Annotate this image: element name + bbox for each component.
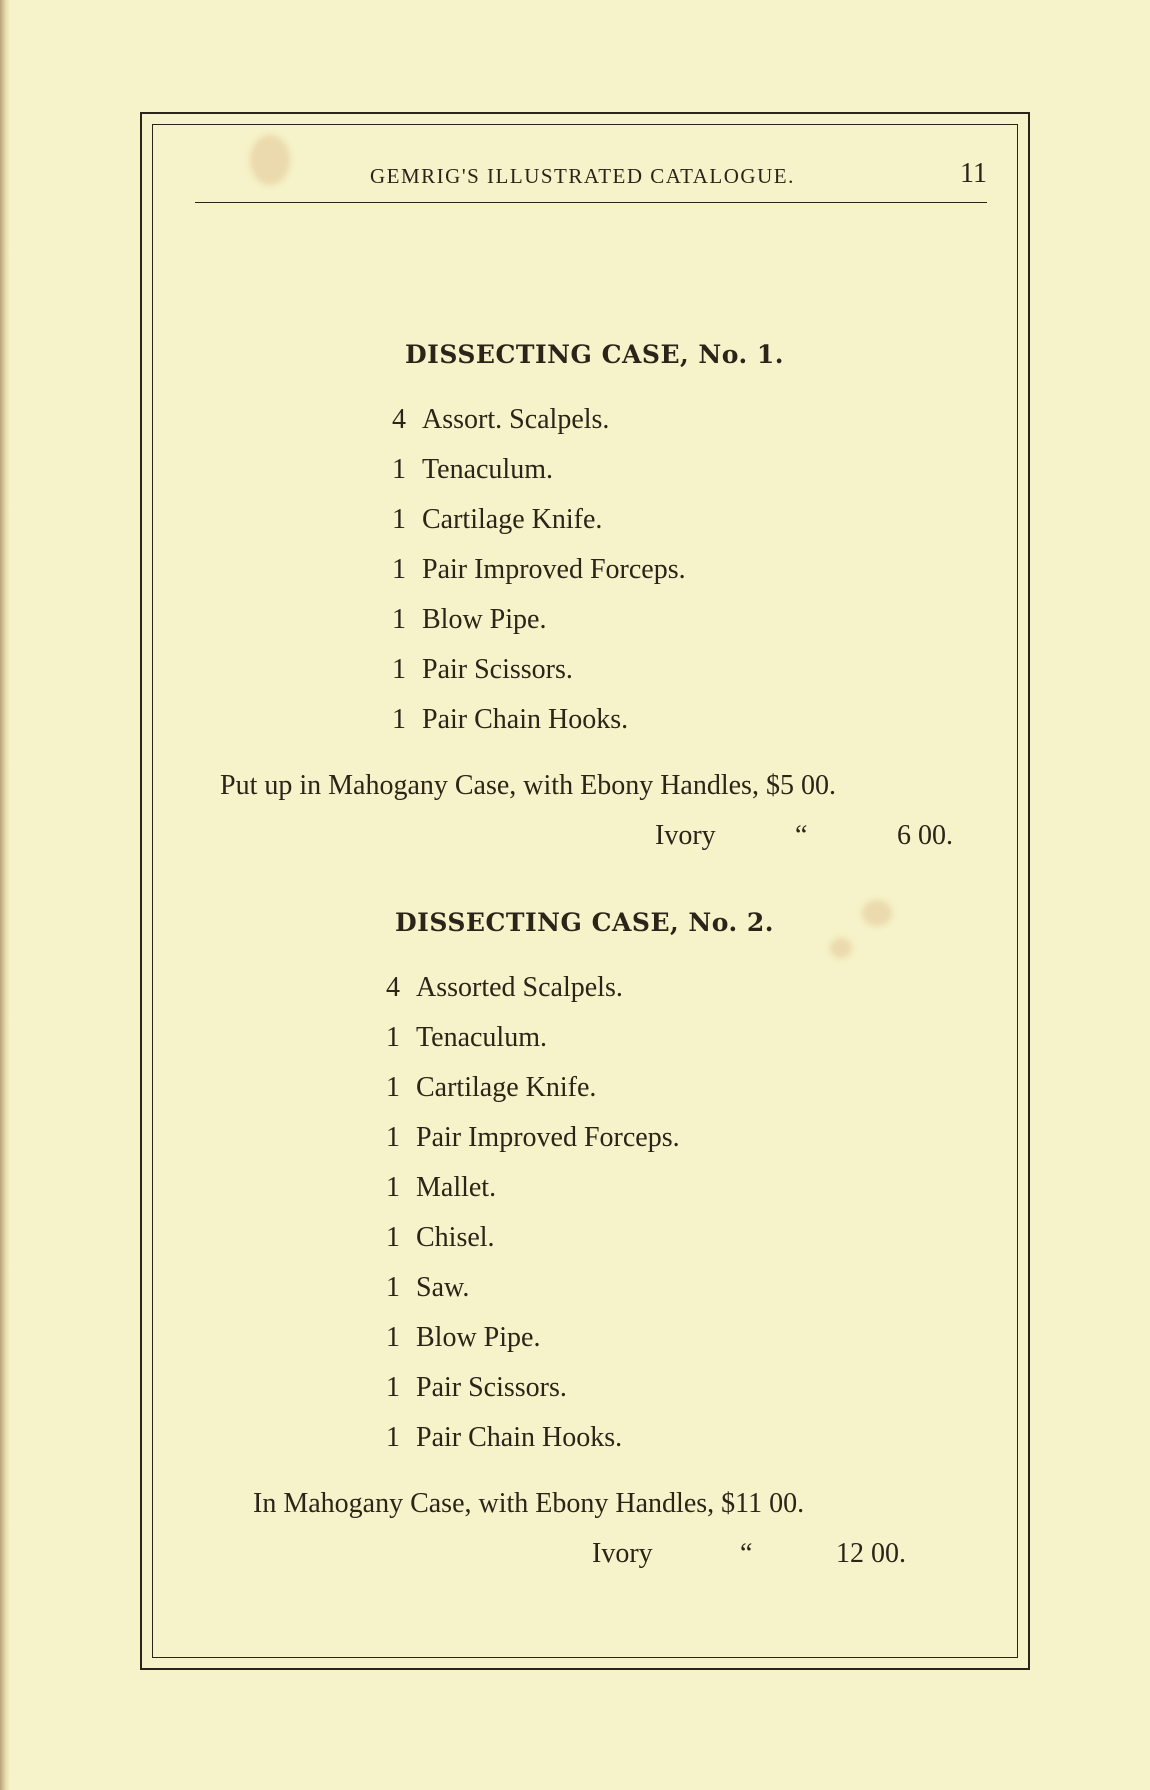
list-item	[386, 1163, 680, 1213]
item-quantity: 1	[392, 654, 406, 685]
list-item	[392, 495, 686, 545]
item-name: Pair Scissors.	[416, 1372, 567, 1403]
list-item	[386, 963, 680, 1013]
item-name: Cartilage Knife.	[416, 1072, 597, 1103]
case-1-price: Put up in Mahogany Case, with Ebony Handles, $5 00.	[220, 770, 836, 801]
list-item	[392, 395, 686, 445]
case-2-ivory-price	[0, 1538, 1150, 1578]
item-name: Mallet.	[416, 1172, 497, 1203]
item-quantity: 1	[386, 1222, 400, 1253]
item-quantity: 1	[386, 1122, 400, 1153]
list-item	[392, 445, 686, 495]
item-name: Saw.	[416, 1272, 470, 1303]
list-item	[392, 695, 686, 745]
item-quantity: 1	[392, 504, 406, 535]
item-name: Blow Pipe.	[416, 1322, 541, 1353]
item-quantity: 1	[386, 1172, 400, 1203]
list-item	[386, 1063, 680, 1113]
item-quantity: 1	[386, 1372, 400, 1403]
item-name: Pair Improved Forceps.	[416, 1122, 680, 1153]
item-name: Pair Improved Forceps.	[422, 554, 686, 585]
list-item	[386, 1413, 680, 1463]
case-2-price: In Mahogany Case, with Ebony Handles, $11 00.	[253, 1488, 805, 1519]
item-name: Assorted Scalpels.	[416, 972, 623, 1003]
case-1-heading: DISSECTING CASE, No. 1.	[405, 340, 784, 369]
item-quantity: 1	[386, 1322, 400, 1353]
list-item	[386, 1213, 680, 1263]
item-quantity: 4	[392, 404, 406, 435]
list-item	[386, 1363, 680, 1413]
item-name: Assort. Scalpels.	[422, 404, 610, 435]
ditto-mark: “	[795, 820, 808, 851]
ivory-price: 6 00.	[897, 820, 953, 851]
item-name: Cartilage Knife.	[422, 504, 603, 535]
item-quantity: 1	[392, 704, 406, 735]
list-item	[386, 1263, 680, 1313]
item-name: Pair Scissors.	[422, 654, 573, 685]
item-name: Tenaculum.	[416, 1022, 547, 1053]
item-quantity: 4	[386, 972, 400, 1003]
running-head	[195, 158, 987, 203]
list-item	[386, 1113, 680, 1163]
ditto-mark: “	[740, 1538, 753, 1569]
item-quantity: 1	[392, 604, 406, 635]
case-2-contents	[386, 963, 680, 1463]
case-2-heading: DISSECTING CASE, No. 2.	[395, 908, 774, 937]
item-name: Pair Chain Hooks.	[416, 1422, 623, 1453]
list-item	[392, 545, 686, 595]
item-quantity: 1	[386, 1022, 400, 1053]
ivory-label: Ivory	[655, 820, 716, 851]
item-name: Blow Pipe.	[422, 604, 547, 635]
case-1-ivory-price	[0, 820, 1150, 860]
case-1-contents	[392, 395, 686, 745]
list-item	[386, 1013, 680, 1063]
item-name: Chisel.	[416, 1222, 495, 1253]
item-quantity: 1	[386, 1072, 400, 1103]
list-item	[392, 595, 686, 645]
ivory-price: 12 00.	[836, 1538, 906, 1569]
page-edge	[0, 0, 10, 1790]
item-name: Pair Chain Hooks.	[422, 704, 629, 735]
item-quantity: 1	[392, 454, 406, 485]
item-quantity: 1	[392, 554, 406, 585]
item-quantity: 1	[386, 1422, 400, 1453]
page-number: 11	[960, 158, 987, 189]
list-item	[392, 645, 686, 695]
item-name: Tenaculum.	[422, 454, 553, 485]
list-item	[386, 1313, 680, 1363]
item-quantity: 1	[386, 1272, 400, 1303]
running-title: GEMRIG'S ILLUSTRATED CATALOGUE.	[370, 164, 795, 188]
ivory-label: Ivory	[592, 1538, 653, 1569]
